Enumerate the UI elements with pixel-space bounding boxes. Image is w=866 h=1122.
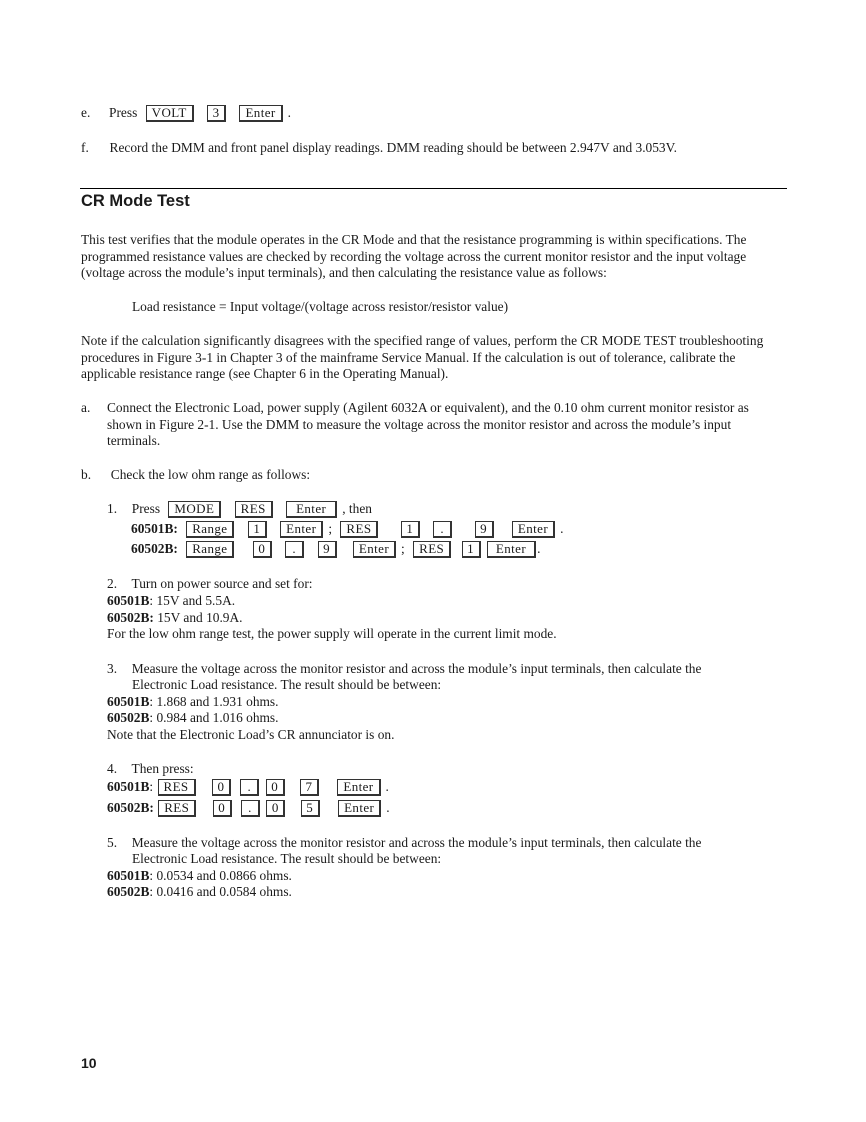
section-note: Note if the calculation significantly disagrees with the specified range of values, perform the CR MODE TEST troubleshooting procedures in Figure 3-1 in Chapter 3 of the mainframe Service Manual. If the calculation is out of tolerance, calibrate the applicable resistance range (see Chapter 6 in the Operating Manual). (81, 333, 764, 382)
sub2-model-60502b: 60502B: (107, 610, 154, 625)
page-number: 10 (81, 1055, 97, 1071)
sub5-60502b-value: : 0.0416 and 0.0584 ohms. (149, 884, 292, 899)
sub2-60501b (107, 593, 235, 610)
sub2-note: For the low ohm range test, the power supply will operate in the current limit mode. (107, 626, 557, 641)
section-intro: This test verifies that the module operates in the CR Mode and that the resistance programming is within specifications. The programmed resistance values are checked by recording the voltage across the current monitor resistor and the input voltage (voltage across the module’s input terminals), and then calculating the resistance value as follows: (81, 232, 747, 281)
step-a-text: Connect the Electronic Load, power supply (Agilent 6032A or equivalent), and the 0.10 ohm current monitor resistor as shown in Figure 2-1. Use the DMM to measure the voltage across the monitor resistor and across the module’s input terminals. (107, 400, 749, 449)
key-9: 9 (475, 521, 494, 538)
sub1-line2 (131, 521, 563, 538)
key-enter: Enter (487, 541, 536, 558)
sub3-marker: 3. (107, 661, 118, 676)
formula: Load resistance = Input voltage/(voltage across resistor/resistor value) (132, 299, 509, 314)
step-a-marker: a. (81, 400, 91, 415)
key-0: 0 (253, 541, 272, 558)
key-res: RES (413, 541, 451, 558)
key-7: 7 (300, 779, 319, 796)
step-b-text: Check the low ohm range as follows: (110, 467, 311, 482)
key-decimal: . (241, 800, 260, 817)
sub2-60502b (107, 610, 243, 627)
key-decimal: . (433, 521, 452, 538)
sub4-end: . (385, 779, 389, 794)
step-e-end: . (287, 105, 291, 120)
key-0: 0 (212, 779, 231, 796)
sub3-model-60501b: 60501B (107, 694, 150, 709)
step-e-marker: e. (81, 105, 91, 120)
sub3-text-1: Measure the voltage across the monitor resistor and across the module’s input terminals, then calculate the (131, 661, 702, 676)
sub2-marker: 2. (107, 576, 118, 591)
sub2-line1 (107, 576, 313, 593)
sub4-colon: : (149, 779, 154, 794)
sub4-marker: 4. (107, 761, 118, 776)
sub5-60501b (107, 868, 292, 885)
key-enter: Enter (286, 501, 337, 518)
sub1-end: . (560, 521, 564, 536)
sub1-press: Press (131, 501, 161, 516)
sub2-60501b-value: : 15V and 5.5A. (149, 593, 236, 608)
sub4-text: Then press: (131, 761, 194, 776)
sub1-line3 (131, 541, 540, 558)
key-0: 0 (213, 800, 232, 817)
step-b (81, 467, 310, 484)
key-decimal: . (240, 779, 259, 796)
sub5-text-1: Measure the voltage across the monitor resistor and across the module’s input terminals, then calculate the (131, 835, 702, 850)
key-9: 9 (318, 541, 337, 558)
sub5-60501b-value: : 0.0534 and 0.0866 ohms. (149, 868, 292, 883)
sub5-model-60502b: 60502B (107, 884, 150, 899)
sub1-end: . (537, 541, 541, 556)
key-res: RES (235, 501, 273, 518)
sub3-60502b-value: : 0.984 and 1.016 ohms. (149, 710, 279, 725)
sub5-60502b (107, 884, 292, 901)
sub3-60501b-value: : 1.868 and 1.931 ohms. (149, 694, 279, 709)
key-0: 0 (266, 779, 285, 796)
sub3-60502b (107, 710, 279, 727)
key-enter: Enter (239, 105, 282, 122)
key-enter: Enter (280, 521, 323, 538)
key-enter: Enter (338, 800, 381, 817)
key-range: Range (186, 541, 234, 558)
sub5-text-2: Electronic Load resistance. The result should be between: (132, 851, 442, 866)
step-b-marker: b. (81, 467, 92, 482)
sub3-model-60502b: 60502B (107, 710, 150, 725)
key-mode: MODE (168, 501, 221, 518)
sub3-text-2: Electronic Load resistance. The result should be between: (132, 677, 442, 692)
key-5: 5 (301, 800, 320, 817)
sub5-marker: 5. (107, 835, 118, 850)
step-f (81, 140, 677, 157)
sub1-separator: ; (328, 521, 333, 536)
sub3-line1 (107, 661, 701, 678)
sub4-model-60502b: 60502B: (107, 800, 154, 815)
key-enter: Enter (337, 779, 380, 796)
step-f-text: Record the DMM and front panel display readings. DMM reading should be between 2.947V and 3.053V. (109, 140, 677, 155)
sub5-line1 (107, 835, 701, 852)
sub1-then: , then (342, 501, 372, 516)
key-res: RES (158, 800, 196, 817)
key-1: 1 (248, 521, 267, 538)
sub4-60502b (107, 800, 390, 817)
sub1-model-60501b: 60501B: (131, 521, 178, 536)
key-volt: VOLT (146, 105, 194, 122)
sub1-separator: ; (401, 541, 405, 556)
sub1-model-60502b: 60502B: (131, 541, 178, 556)
section-title: CR Mode Test (81, 192, 190, 210)
key-res: RES (340, 521, 378, 538)
key-res: RES (158, 779, 196, 796)
sub4-60501b (107, 779, 389, 796)
sub1-marker: 1. (107, 501, 118, 516)
sub3-60501b (107, 694, 279, 711)
sub4-end: . (386, 800, 390, 815)
sub1-line1 (107, 501, 372, 518)
sub4-model-60501b: 60501B (107, 779, 150, 794)
sub2-text: Turn on power source and set for: (131, 576, 313, 591)
key-decimal: . (285, 541, 304, 558)
step-e (81, 105, 291, 122)
sub3-note: Note that the Electronic Load’s CR annunciator is on. (107, 727, 395, 742)
sub4-line1 (107, 761, 194, 778)
key-enter: Enter (512, 521, 555, 538)
sub2-model-60501b: 60501B (107, 593, 150, 608)
sub5-model-60501b: 60501B (107, 868, 150, 883)
key-0: 0 (266, 800, 285, 817)
key-3: 3 (207, 105, 226, 122)
section-divider (80, 188, 787, 189)
key-1: 1 (401, 521, 420, 538)
key-enter: Enter (353, 541, 396, 558)
step-f-marker: f. (81, 140, 89, 155)
step-e-text: Press (109, 105, 138, 120)
sub2-60502b-value: 15V and 10.9A. (153, 610, 243, 625)
key-range: Range (186, 521, 234, 538)
key-1: 1 (462, 541, 481, 558)
